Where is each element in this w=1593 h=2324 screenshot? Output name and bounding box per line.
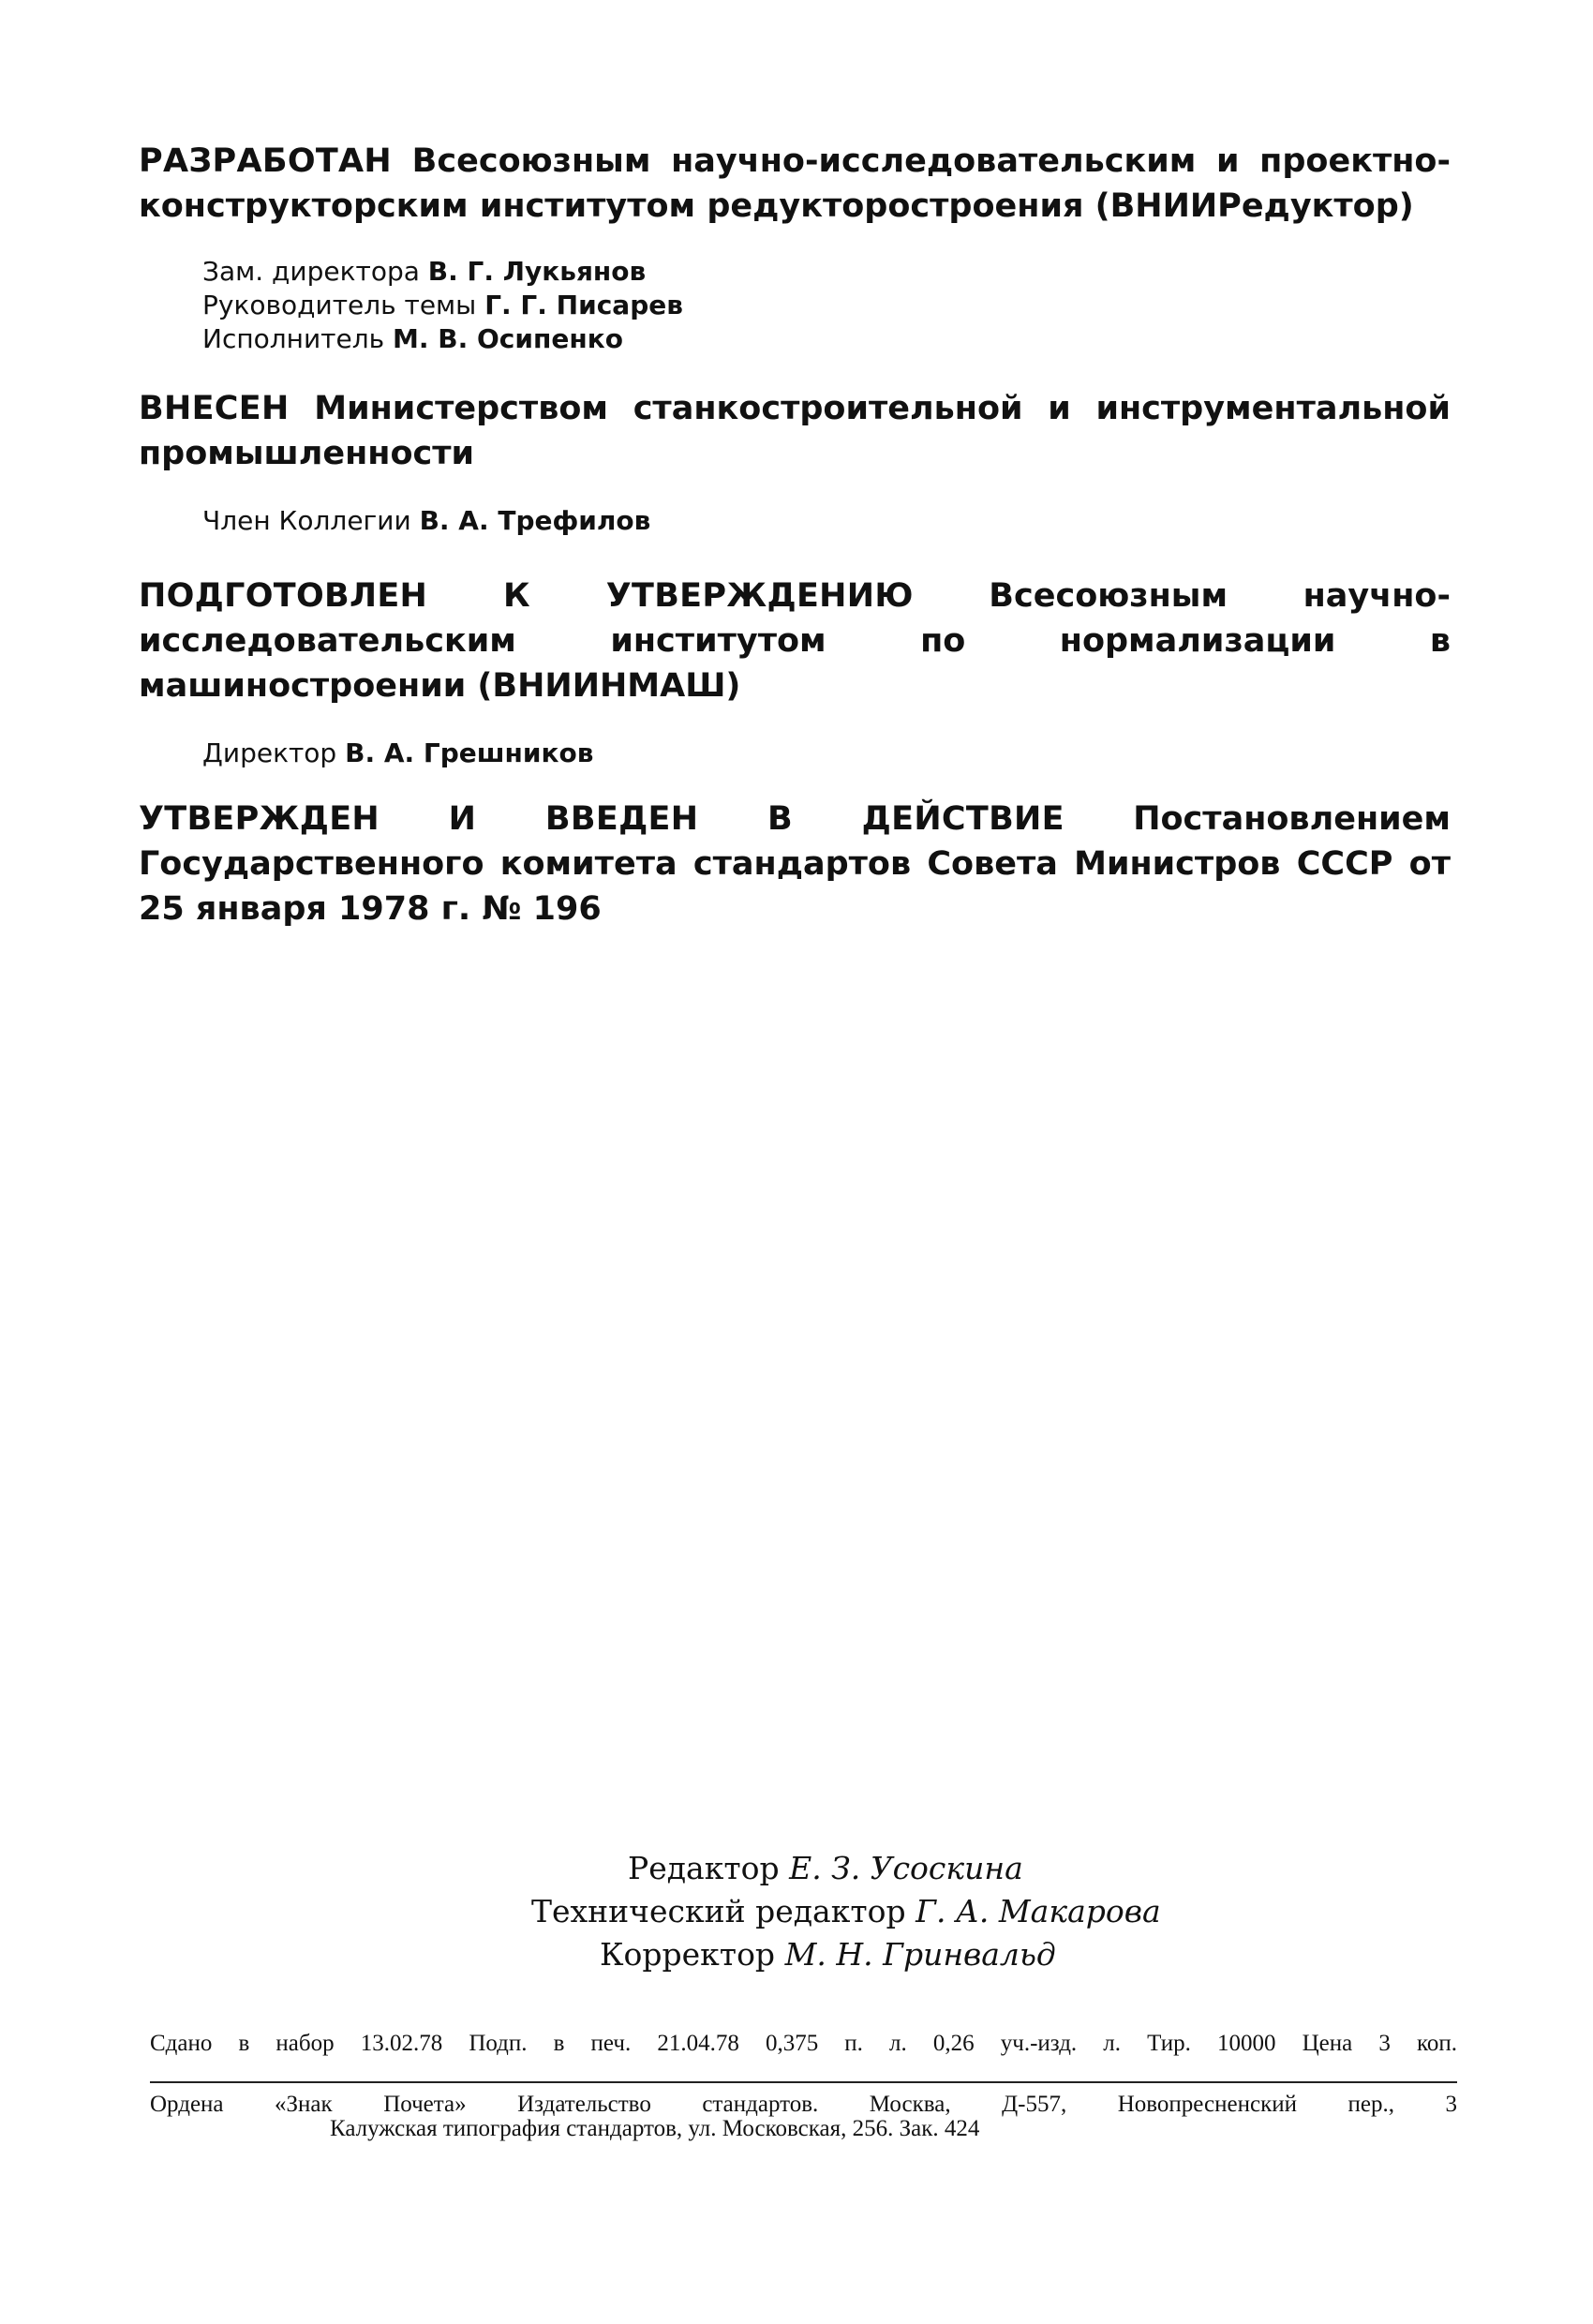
- section-introduced-text: Министерством станкостроительной и инструментальной промышленности: [139, 390, 1451, 472]
- person-role: Член Коллегии: [202, 505, 411, 536]
- section-introduced-people: [139, 504, 1451, 538]
- section-developed: [139, 139, 1451, 356]
- section-developed-keyword: РАЗРАБОТАН: [139, 142, 393, 180]
- person-name: В. А. Трефилов: [419, 505, 651, 536]
- credit-role: Корректор: [600, 1936, 776, 1973]
- person-row: [202, 504, 1451, 538]
- person-row: [202, 289, 1451, 322]
- section-developed-people: [139, 255, 1451, 356]
- credit-corrector: [600, 1934, 1056, 1975]
- person-name: В. А. Грешников: [345, 737, 594, 768]
- credit-editor: [628, 1848, 1023, 1889]
- person-row: [202, 255, 1451, 289]
- section-approved: [139, 797, 1451, 931]
- person-row: [202, 322, 1451, 356]
- person-role: Исполнитель: [202, 323, 385, 354]
- credit-role: Редактор: [628, 1850, 780, 1886]
- section-introduced: [139, 386, 1451, 538]
- credit-name: М. Н. Гринвальд: [784, 1936, 1056, 1973]
- section-introduced-keyword: ВНЕСЕН: [139, 390, 290, 427]
- section-prepared: [139, 574, 1451, 770]
- section-approved-heading: [139, 797, 1451, 931]
- credit-name: Е. З. Усоскина: [789, 1850, 1023, 1886]
- credit-name: Г. А. Макарова: [916, 1893, 1161, 1929]
- person-role: Директор: [202, 737, 337, 768]
- person-name: Г. Г. Писарев: [484, 290, 683, 320]
- section-developed-heading: [139, 139, 1451, 229]
- person-role: Зам. директора: [202, 256, 420, 287]
- person-row: [202, 737, 1451, 770]
- person-name: М. В. Осипенко: [393, 323, 623, 354]
- section-prepared-heading: [139, 574, 1451, 708]
- credit-tech-editor: [531, 1891, 1161, 1932]
- section-approved-text: Постановлением Государственного комитета стандартов Совета Министров СССР от 25 января 1978 г. № 196: [139, 800, 1452, 928]
- credit-role: Технический редактор: [531, 1893, 906, 1929]
- imprint-publisher-line: Ордена «Знак Почета» Издательство стандартов. Москва, Д-557, Новопресненский пер., 3: [150, 2092, 1457, 2117]
- person-role: Руководитель темы: [202, 290, 477, 320]
- section-approved-keyword: УТВЕРЖДЕН И ВВЕДЕН В ДЕЙСТВИЕ: [139, 800, 1064, 838]
- imprint-print-line: Сдано в набор 13.02.78 Подп. в печ. 21.04.78 0,375 п. л. 0,26 уч.-изд. л. Тир. 10000 Цена 3 коп.: [150, 2031, 1457, 2056]
- imprint-printer-line: Калужская типография стандартов, ул. Московская, 256. Зак. 424: [330, 2116, 980, 2141]
- imprint-divider: [150, 2081, 1457, 2083]
- person-name: В. Г. Лукьянов: [427, 256, 647, 287]
- section-prepared-people: [139, 737, 1451, 770]
- section-introduced-heading: [139, 386, 1451, 476]
- section-prepared-keyword: ПОДГОТОВЛЕН К УТВЕРЖДЕНИЮ: [139, 577, 914, 615]
- section-developed-text: Всесоюзным научно-исследовательским и проектно-конструкторским институтом редукторостроения (ВНИИРедуктор): [139, 142, 1451, 225]
- section-prepared-text: Всесоюзным научно-исследовательским институтом по нормализации в машиностроении (ВНИИНМАШ): [139, 577, 1451, 705]
